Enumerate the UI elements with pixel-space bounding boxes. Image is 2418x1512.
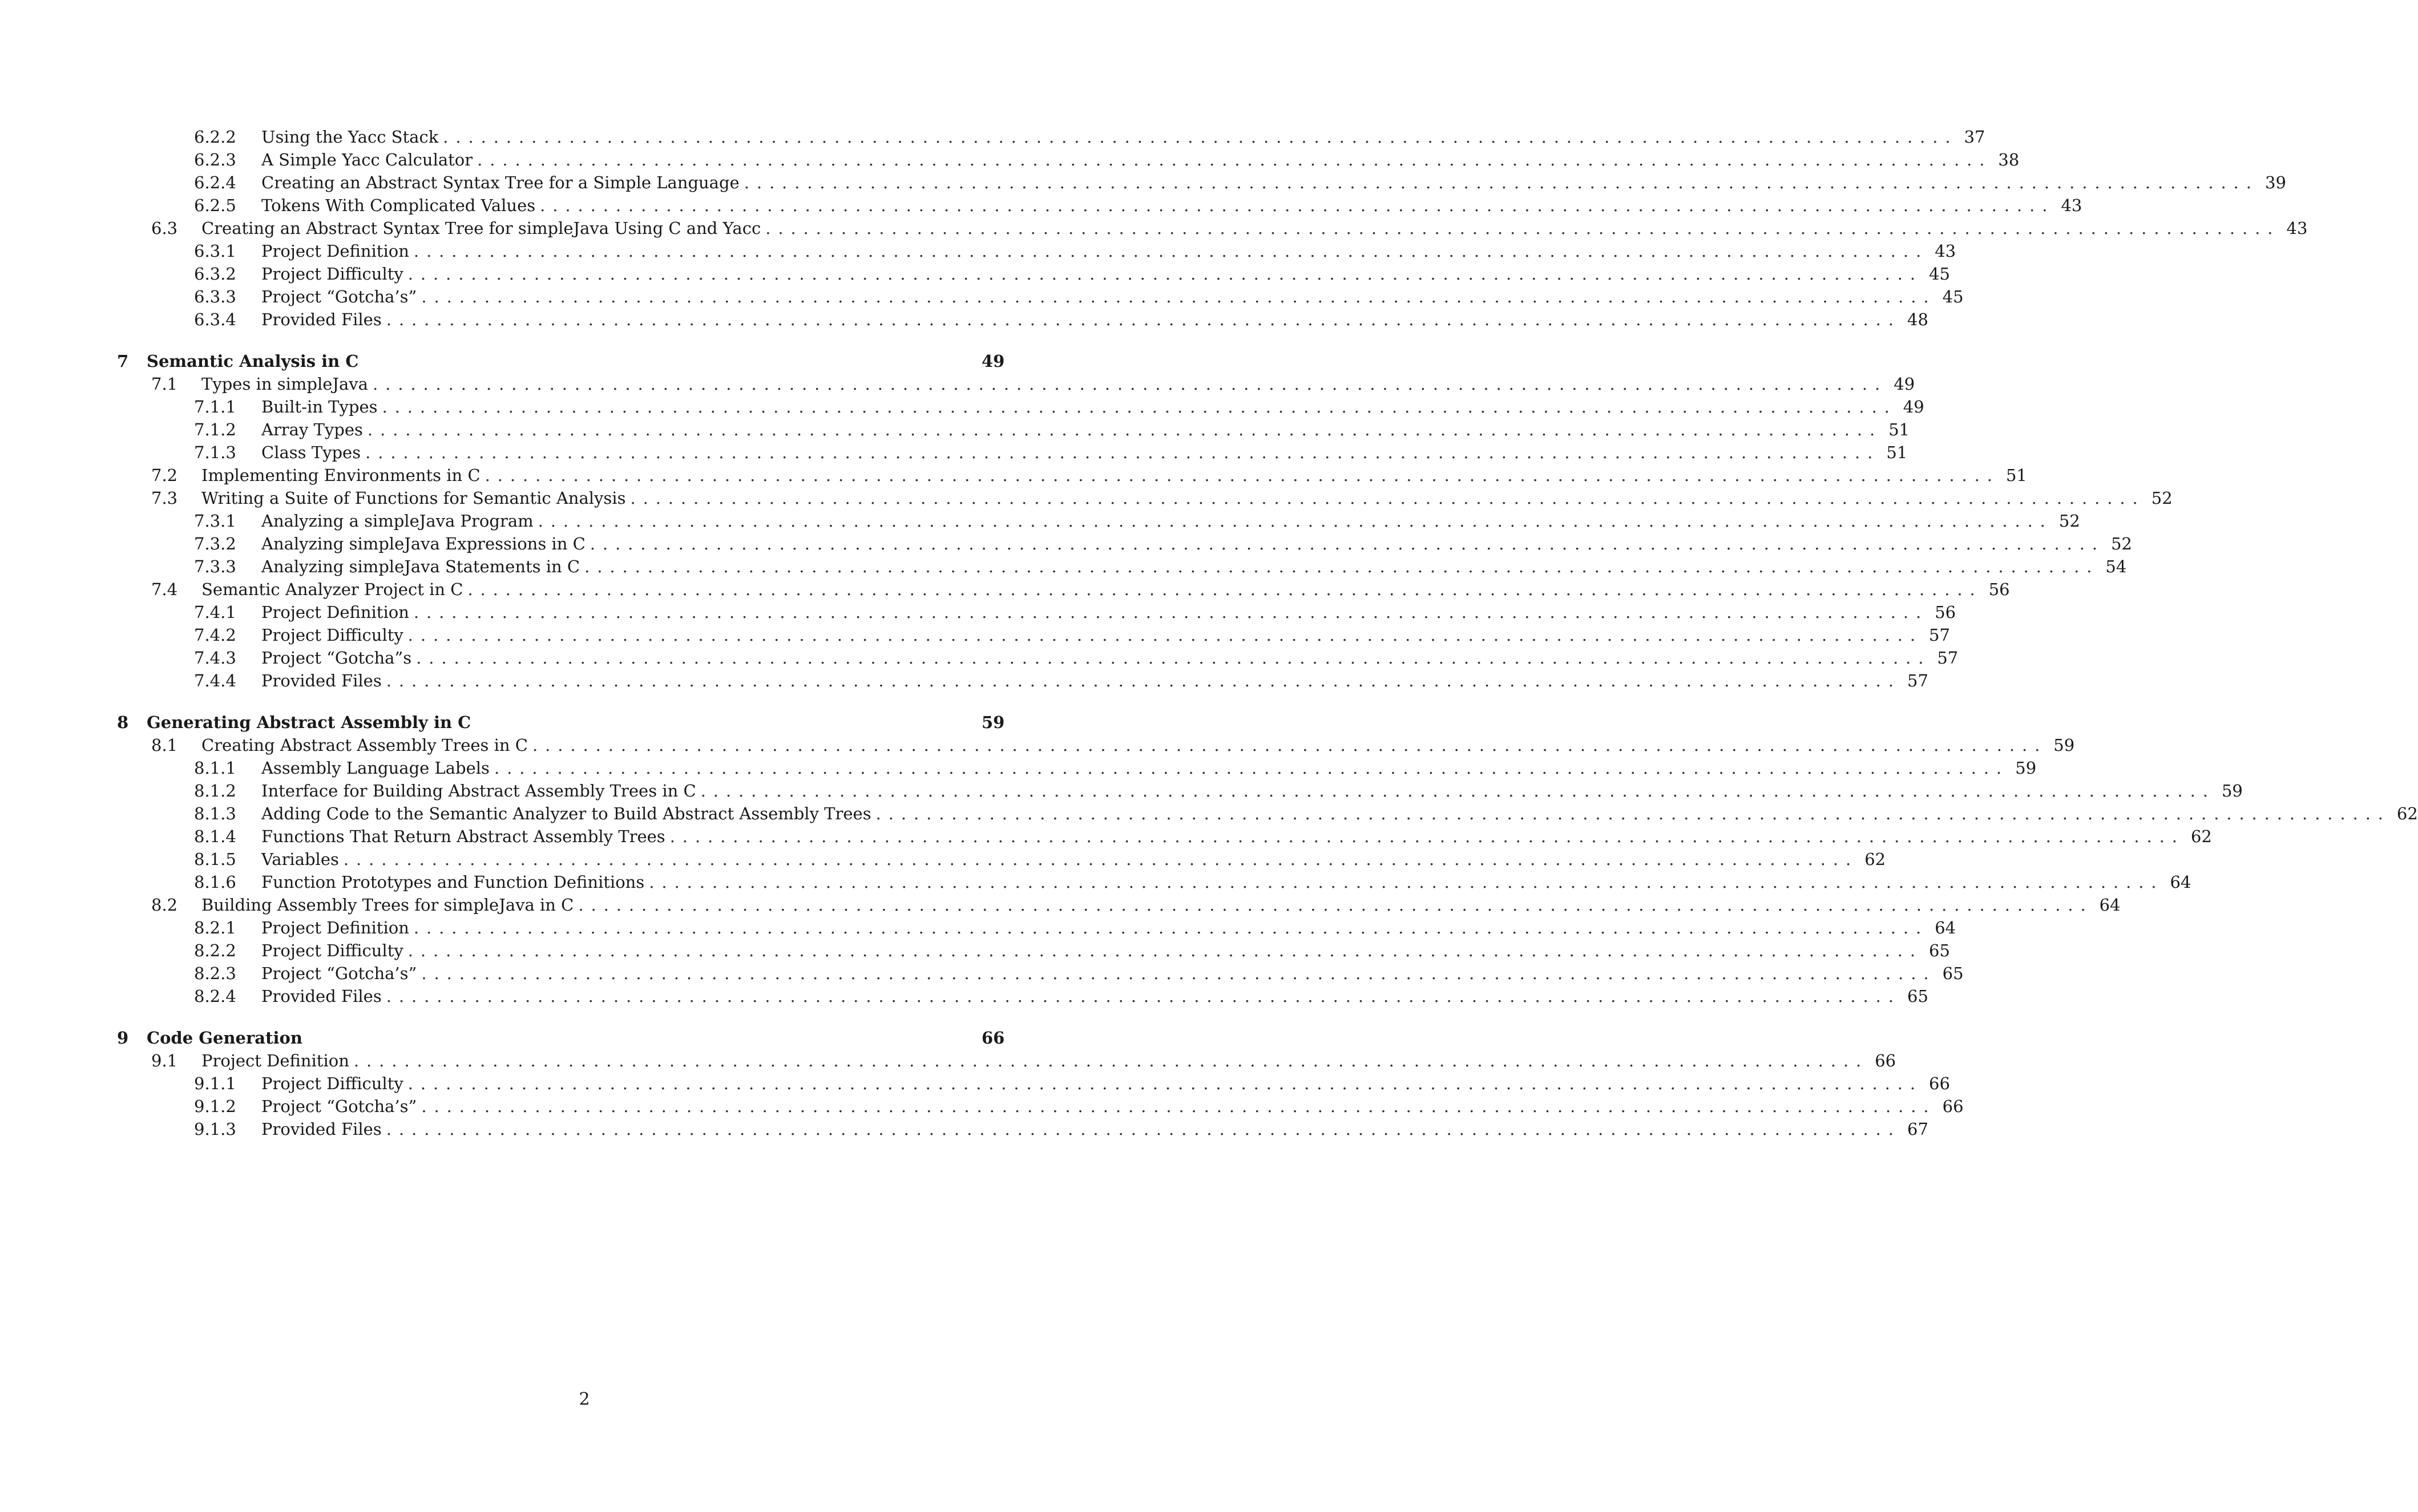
toc-subsection-entry[interactable] [117, 148, 2020, 171]
toc-subsection-entry[interactable] [117, 1095, 1964, 1118]
entry-page: 66 [1942, 1097, 1964, 1116]
entry-number: 7.3.3 [194, 557, 236, 576]
entry-number: 8.2.3 [194, 964, 236, 983]
entry-number: 9.1.1 [194, 1074, 236, 1093]
toc-block-ch6 [117, 126, 2308, 331]
entry-page: 38 [1998, 150, 2020, 169]
entry-page: 51 [1888, 420, 1910, 439]
dot-leader: ........................................................................................................................ [367, 420, 1883, 439]
entry-page: 62 [1864, 850, 1886, 869]
entry-title: Project Definition [201, 1051, 349, 1070]
entry-page: 67 [1907, 1119, 1928, 1139]
dot-leader: ........................................................................................................................ [421, 287, 1936, 306]
toc-subsection-entry[interactable] [117, 871, 2191, 894]
dot-leader: ........................................................................................................................ [407, 941, 1923, 960]
entry-page: 65 [1929, 941, 1950, 960]
entry-page: 57 [1937, 648, 1959, 668]
entry-page: 51 [2005, 466, 2027, 485]
entry-number: 6.3.2 [194, 264, 236, 284]
entry-page: 65 [1907, 987, 1928, 1006]
entry-number: 6.2.5 [194, 196, 236, 215]
toc-section-entry[interactable] [117, 487, 2173, 510]
entry-number: 8.1.5 [194, 850, 236, 869]
entry-page: 54 [2105, 557, 2127, 576]
entry-title: Project Difficulty [261, 1074, 403, 1093]
entry-page: 64 [2170, 872, 2191, 892]
entry-page: 62 [2190, 827, 2212, 846]
toc-section-entry[interactable] [117, 578, 2010, 601]
dot-leader: ........................................................................................................................ [407, 625, 1923, 645]
entry-title: Analyzing a simpleJava Program [261, 511, 534, 531]
entry-number: 8.2.2 [194, 941, 236, 960]
toc-section-entry[interactable] [117, 734, 2075, 757]
dot-leader: ........................................................................................................................ [875, 804, 2391, 823]
entry-page: 66 [1875, 1051, 1896, 1070]
entry-page: 59 [2221, 781, 2243, 801]
entry-title: Implementing Environments in C [201, 466, 481, 485]
entry-title: Provided Files [261, 671, 382, 690]
dot-leader: ........................................................................................................................ [765, 219, 2280, 238]
toc-subsection-entry[interactable] [117, 240, 1956, 262]
toc-subsection-entry[interactable] [117, 510, 2080, 532]
entry-title: Project “Gotcha”s [261, 648, 412, 668]
entry-title: Semantic Analyzer Project in C [201, 580, 463, 599]
entry-number: 7.3.1 [194, 511, 236, 531]
dot-leader: ........................................................................................................................ [386, 1119, 1901, 1139]
dot-leader: ........................................................................................................................ [540, 196, 2055, 215]
entry-page: 39 [2265, 173, 2286, 192]
entry-page: 48 [1907, 310, 1928, 329]
entry-title: Project Definition [261, 918, 409, 937]
toc-section-entry[interactable] [117, 373, 1915, 395]
entry-title: Variables [261, 850, 339, 869]
dot-leader: ........................................................................................................................ [386, 987, 1901, 1006]
dot-leader: ........................................................................................................................ [494, 758, 2009, 778]
dot-leader: ........................................................................................................................ [382, 397, 1897, 417]
toc-subsection-entry[interactable] [117, 395, 1924, 418]
entry-number: 7.1.3 [194, 443, 236, 462]
entry-page: 37 [1964, 127, 1985, 147]
dot-leader: ........................................................................................................................ [485, 466, 2000, 485]
entry-number: 7.1 [151, 374, 178, 394]
entry-title: Types in simpleJava [201, 374, 368, 394]
entry-page: 56 [1935, 603, 1956, 622]
entry-title: A Simple Yacc Calculator [261, 150, 473, 169]
toc-subsection-entry[interactable] [117, 1072, 1950, 1095]
toc-subsection-entry[interactable] [117, 624, 1950, 646]
entry-page: 49 [1894, 374, 1915, 394]
entry-page: 56 [1988, 580, 2010, 599]
dot-leader: ........................................................................................................................ [353, 1051, 1869, 1070]
entry-number: 9.1.3 [194, 1119, 236, 1139]
toc-subsection-entry[interactable] [117, 601, 1956, 624]
chapter-number: 7 [117, 351, 129, 371]
entry-title: Provided Files [261, 1119, 382, 1139]
chapter-title: Code Generation [147, 1028, 302, 1048]
toc-chapter-8[interactable] [117, 711, 1004, 734]
toc-subsection-entry[interactable] [117, 825, 2212, 848]
entry-number: 6.2.2 [194, 127, 236, 147]
entry-title: Creating Abstract Assembly Trees in C [201, 735, 528, 755]
entry-number: 6.2.3 [194, 150, 236, 169]
entry-title: Creating an Abstract Syntax Tree for simpleJava Using C and Yacc [201, 219, 761, 238]
entry-title: Adding Code to the Semantic Analyzer to Build Abstract Assembly Trees [261, 804, 871, 823]
dot-leader: ........................................................................................................................ [477, 150, 1992, 169]
entry-number: 7.1.1 [194, 397, 236, 417]
toc-subsection-entry[interactable] [117, 194, 2082, 217]
entry-number: 8.2 [151, 895, 178, 915]
entry-title: Project Difficulty [261, 941, 403, 960]
entry-title: Built-in Types [261, 397, 378, 417]
entry-page: 45 [1942, 287, 1964, 306]
toc-subsection-entry[interactable] [117, 669, 1928, 692]
dot-leader: ........................................................................................................................ [532, 735, 2048, 755]
dot-leader: ........................................................................................................................ [584, 557, 2100, 576]
entry-title: Project Difficulty [261, 264, 403, 284]
entry-title: Analyzing simpleJava Expressions in C [261, 534, 586, 553]
dot-leader: ........................................................................................................................ [700, 781, 2215, 801]
toc-subsection-entry[interactable] [117, 1118, 1928, 1141]
dot-leader: ........................................................................................................................ [467, 580, 1983, 599]
toc-subsection-entry[interactable] [117, 418, 1910, 441]
dot-leader: ........................................................................................................................ [669, 827, 2185, 846]
entry-page: 49 [1903, 397, 1924, 417]
entry-title: Provided Files [261, 310, 382, 329]
entry-number: 6.2.4 [194, 173, 236, 192]
entry-page: 62 [2396, 804, 2418, 823]
toc-subsection-entry[interactable] [117, 646, 1959, 669]
toc-subsection-entry[interactable] [117, 285, 1964, 308]
table-of-contents [117, 126, 2418, 1141]
toc-chapter-9[interactable] [117, 1026, 1004, 1049]
chapter-number: 9 [117, 1028, 129, 1048]
entry-title: Project “Gotcha’s” [261, 287, 417, 306]
entry-title: Tokens With Complicated Values [261, 196, 536, 215]
toc-subsection-entry[interactable] [117, 802, 2418, 825]
dot-leader: ........................................................................................................................ [407, 1074, 1923, 1093]
entry-number: 7.4.3 [194, 648, 236, 668]
entry-page: 64 [2099, 895, 2121, 915]
dot-leader: ........................................................................................................................ [590, 534, 2105, 553]
dot-leader: ........................................................................................................................ [421, 964, 1936, 983]
entry-title: Analyzing simpleJava Statements in C [261, 557, 580, 576]
toc-subsection-entry[interactable] [117, 779, 2243, 802]
entry-page: 43 [1935, 241, 1956, 261]
entry-title: Assembly Language Labels [261, 758, 490, 778]
toc-section-entry[interactable] [117, 217, 2308, 240]
entry-page: 43 [2286, 219, 2308, 238]
entry-number: 7.4.1 [194, 603, 236, 622]
toc-subsection-entry[interactable] [117, 126, 1985, 148]
entry-title: Array Types [261, 420, 363, 439]
toc-subsection-entry[interactable] [117, 171, 2286, 194]
toc-subsection-entry[interactable] [117, 532, 2132, 555]
entry-number: 7.3 [151, 488, 178, 508]
entry-number: 7.2 [151, 466, 178, 485]
dot-leader: ........................................................................................................................ [372, 374, 1888, 394]
toc-subsection-entry[interactable] [117, 441, 1908, 464]
toc-section-entry[interactable] [117, 894, 2121, 916]
entry-number: 6.3 [151, 219, 178, 238]
dot-leader: ........................................................................................................................ [538, 511, 2053, 531]
entry-number: 8.1 [151, 735, 178, 755]
dot-leader: ........................................................................................................................ [413, 241, 1929, 261]
entry-title: Project Definition [261, 241, 409, 261]
toc-subsection-entry[interactable] [117, 916, 1956, 939]
entry-page: 52 [2151, 488, 2173, 508]
entry-number: 7.3.2 [194, 534, 236, 553]
entry-page: 59 [2053, 735, 2075, 755]
entry-title: Project Definition [261, 603, 409, 622]
dot-leader: ........................................................................................................................ [343, 850, 1859, 869]
entry-number: 7.4 [151, 580, 178, 599]
entry-page: 66 [1929, 1074, 1950, 1093]
entry-number: 8.1.1 [194, 758, 236, 778]
dot-leader: ........................................................................................................................ [365, 443, 1880, 462]
entry-number: 6.3.1 [194, 241, 236, 261]
entry-title: Function Prototypes and Function Definitions [261, 872, 645, 892]
entry-title: Using the Yacc Stack [261, 127, 439, 147]
toc-block-ch7 [117, 373, 2173, 692]
entry-number: 9.1.2 [194, 1097, 236, 1116]
toc-section-entry[interactable] [117, 1049, 1896, 1072]
entry-title: Project “Gotcha’s” [261, 1097, 417, 1116]
entry-number: 8.1.6 [194, 872, 236, 892]
entry-page: 59 [2015, 758, 2037, 778]
entry-title: Functions That Return Abstract Assembly Trees [261, 827, 665, 846]
entry-page: 57 [1929, 625, 1950, 645]
entry-title: Creating an Abstract Syntax Tree for a Simple Language [261, 173, 740, 192]
chapter-page: 66 [982, 1028, 1005, 1048]
toc-subsection-entry[interactable] [117, 757, 2037, 779]
toc-subsection-entry[interactable] [117, 262, 1950, 285]
dot-leader: ........................................................................................................................ [744, 173, 2259, 192]
chapter-title: Generating Abstract Assembly in C [147, 713, 471, 732]
entry-title: Building Assembly Trees for simpleJava in C [201, 895, 574, 915]
toc-subsection-entry[interactable] [117, 962, 1964, 985]
toc-block-ch9 [117, 1049, 1964, 1141]
entry-number: 6.3.4 [194, 310, 236, 329]
entry-title: Writing a Suite of Functions for Semantic Analysis [201, 488, 626, 508]
entry-number: 6.3.3 [194, 287, 236, 306]
entry-title: Project “Gotcha’s” [261, 964, 417, 983]
toc-subsection-entry[interactable] [117, 308, 1928, 331]
entry-page: 64 [1935, 918, 1956, 937]
entry-page: 52 [2111, 534, 2132, 553]
toc-subsection-entry[interactable] [117, 848, 1886, 871]
entry-number: 9.1 [151, 1051, 178, 1070]
entry-page: 65 [1942, 964, 1964, 983]
entry-page: 45 [1929, 264, 1950, 284]
dot-leader: ........................................................................................................................ [630, 488, 2145, 508]
dot-leader: ........................................................................................................................ [416, 648, 1931, 668]
toc-subsection-entry[interactable] [117, 939, 1950, 962]
dot-leader: ........................................................................................................................ [386, 310, 1901, 329]
dot-leader: ........................................................................................................................ [413, 603, 1929, 622]
entry-number: 7.1.2 [194, 420, 236, 439]
entry-number: 8.1.2 [194, 781, 236, 801]
entry-page: 51 [1886, 443, 1908, 462]
dot-leader: ........................................................................................................................ [386, 671, 1901, 690]
entry-title: Provided Files [261, 987, 382, 1006]
dot-leader: ........................................................................................................................ [578, 895, 2093, 915]
entry-number: 8.2.1 [194, 918, 236, 937]
toc-chapter-7[interactable] [117, 350, 1004, 373]
entry-title: Class Types [261, 443, 361, 462]
toc-subsection-entry[interactable] [117, 555, 2127, 578]
dot-leader: ........................................................................................................................ [413, 918, 1929, 937]
dot-leader: ........................................................................................................................ [443, 127, 1958, 147]
entry-page: 57 [1907, 671, 1928, 690]
entry-number: 8.1.4 [194, 827, 236, 846]
chapter-page: 49 [982, 351, 1005, 371]
toc-subsection-entry[interactable] [117, 985, 1928, 1008]
entry-title: Project Difficulty [261, 625, 403, 645]
entry-page: 52 [2058, 511, 2080, 531]
entry-number: 7.4.4 [194, 671, 236, 690]
toc-block-ch8 [117, 734, 2418, 1008]
entry-number: 8.2.4 [194, 987, 236, 1006]
toc-section-entry[interactable] [117, 464, 2027, 487]
page-number: 2 [579, 1389, 590, 1409]
chapter-number: 8 [117, 713, 129, 732]
entry-title: Interface for Building Abstract Assembly Trees in C [261, 781, 696, 801]
dot-leader: ........................................................................................................................ [407, 264, 1923, 284]
chapter-title: Semantic Analysis in C [147, 351, 359, 371]
entry-number: 7.4.2 [194, 625, 236, 645]
entry-number: 8.1.3 [194, 804, 236, 823]
chapter-page: 59 [982, 713, 1005, 732]
dot-leader: ........................................................................................................................ [421, 1097, 1936, 1116]
entry-page: 43 [2061, 196, 2082, 215]
dot-leader: ........................................................................................................................ [649, 872, 2164, 892]
